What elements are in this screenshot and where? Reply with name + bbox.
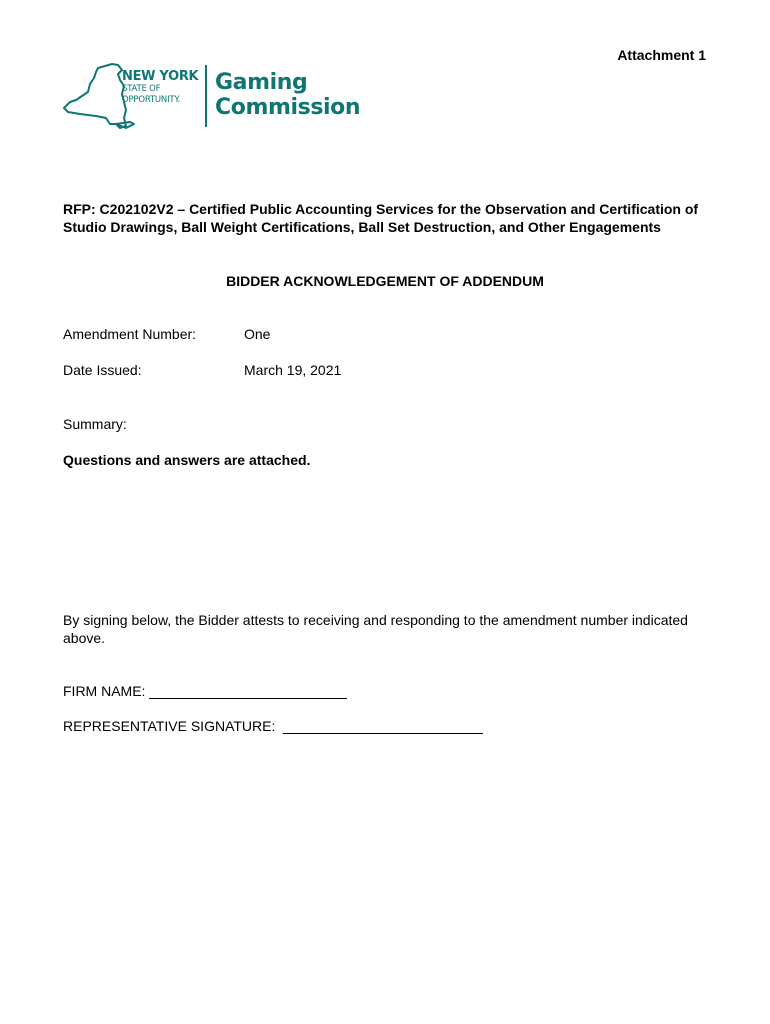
gaming-commission-logo — [60, 62, 360, 132]
attestation-text: By signing below, the Bidder attests to receiving and responding to the amendment number indicated above. — [63, 612, 688, 646]
logo-divider — [205, 65, 207, 127]
agency-wordmark — [215, 70, 360, 120]
date-issued-value: March 19, 2021 — [244, 362, 342, 378]
logo-state-line1: NEW YORK — [122, 69, 199, 84]
new-york-wordmark — [122, 70, 198, 104]
logo-state-line3: OPPORTUNITY. — [122, 94, 181, 105]
representative-signature-field[interactable] — [283, 719, 483, 734]
logo-agency-line2: Commission — [215, 95, 361, 120]
summary-label: Summary: — [63, 416, 127, 432]
representative-signature-label: REPRESENTATIVE SIGNATURE: — [63, 718, 276, 734]
amendment-number-label: Amendment Number: — [63, 326, 197, 342]
firm-name-field[interactable] — [149, 684, 347, 699]
date-issued-label: Date Issued: — [63, 362, 142, 378]
firm-name-label: FIRM NAME: — [63, 683, 146, 699]
signature-row — [63, 718, 483, 734]
logo-state-line2: STATE OF — [122, 84, 161, 94]
amendment-number-value: One — [244, 326, 271, 342]
logo-agency-line1: Gaming — [215, 70, 308, 95]
firm-name-row — [63, 683, 347, 699]
summary-text: Questions and answers are attached. — [63, 452, 311, 468]
rfp-title: RFP: C202102V2 – Certified Public Accounting Services for the Observation and Certification of Studio Drawings, Ball Weight Certifications, Ball Set Destruction, and Other Engagements — [63, 201, 699, 235]
page-heading: BIDDER ACKNOWLEDGEMENT OF ADDENDUM — [226, 273, 544, 289]
attachment-label: Attachment 1 — [617, 47, 706, 63]
